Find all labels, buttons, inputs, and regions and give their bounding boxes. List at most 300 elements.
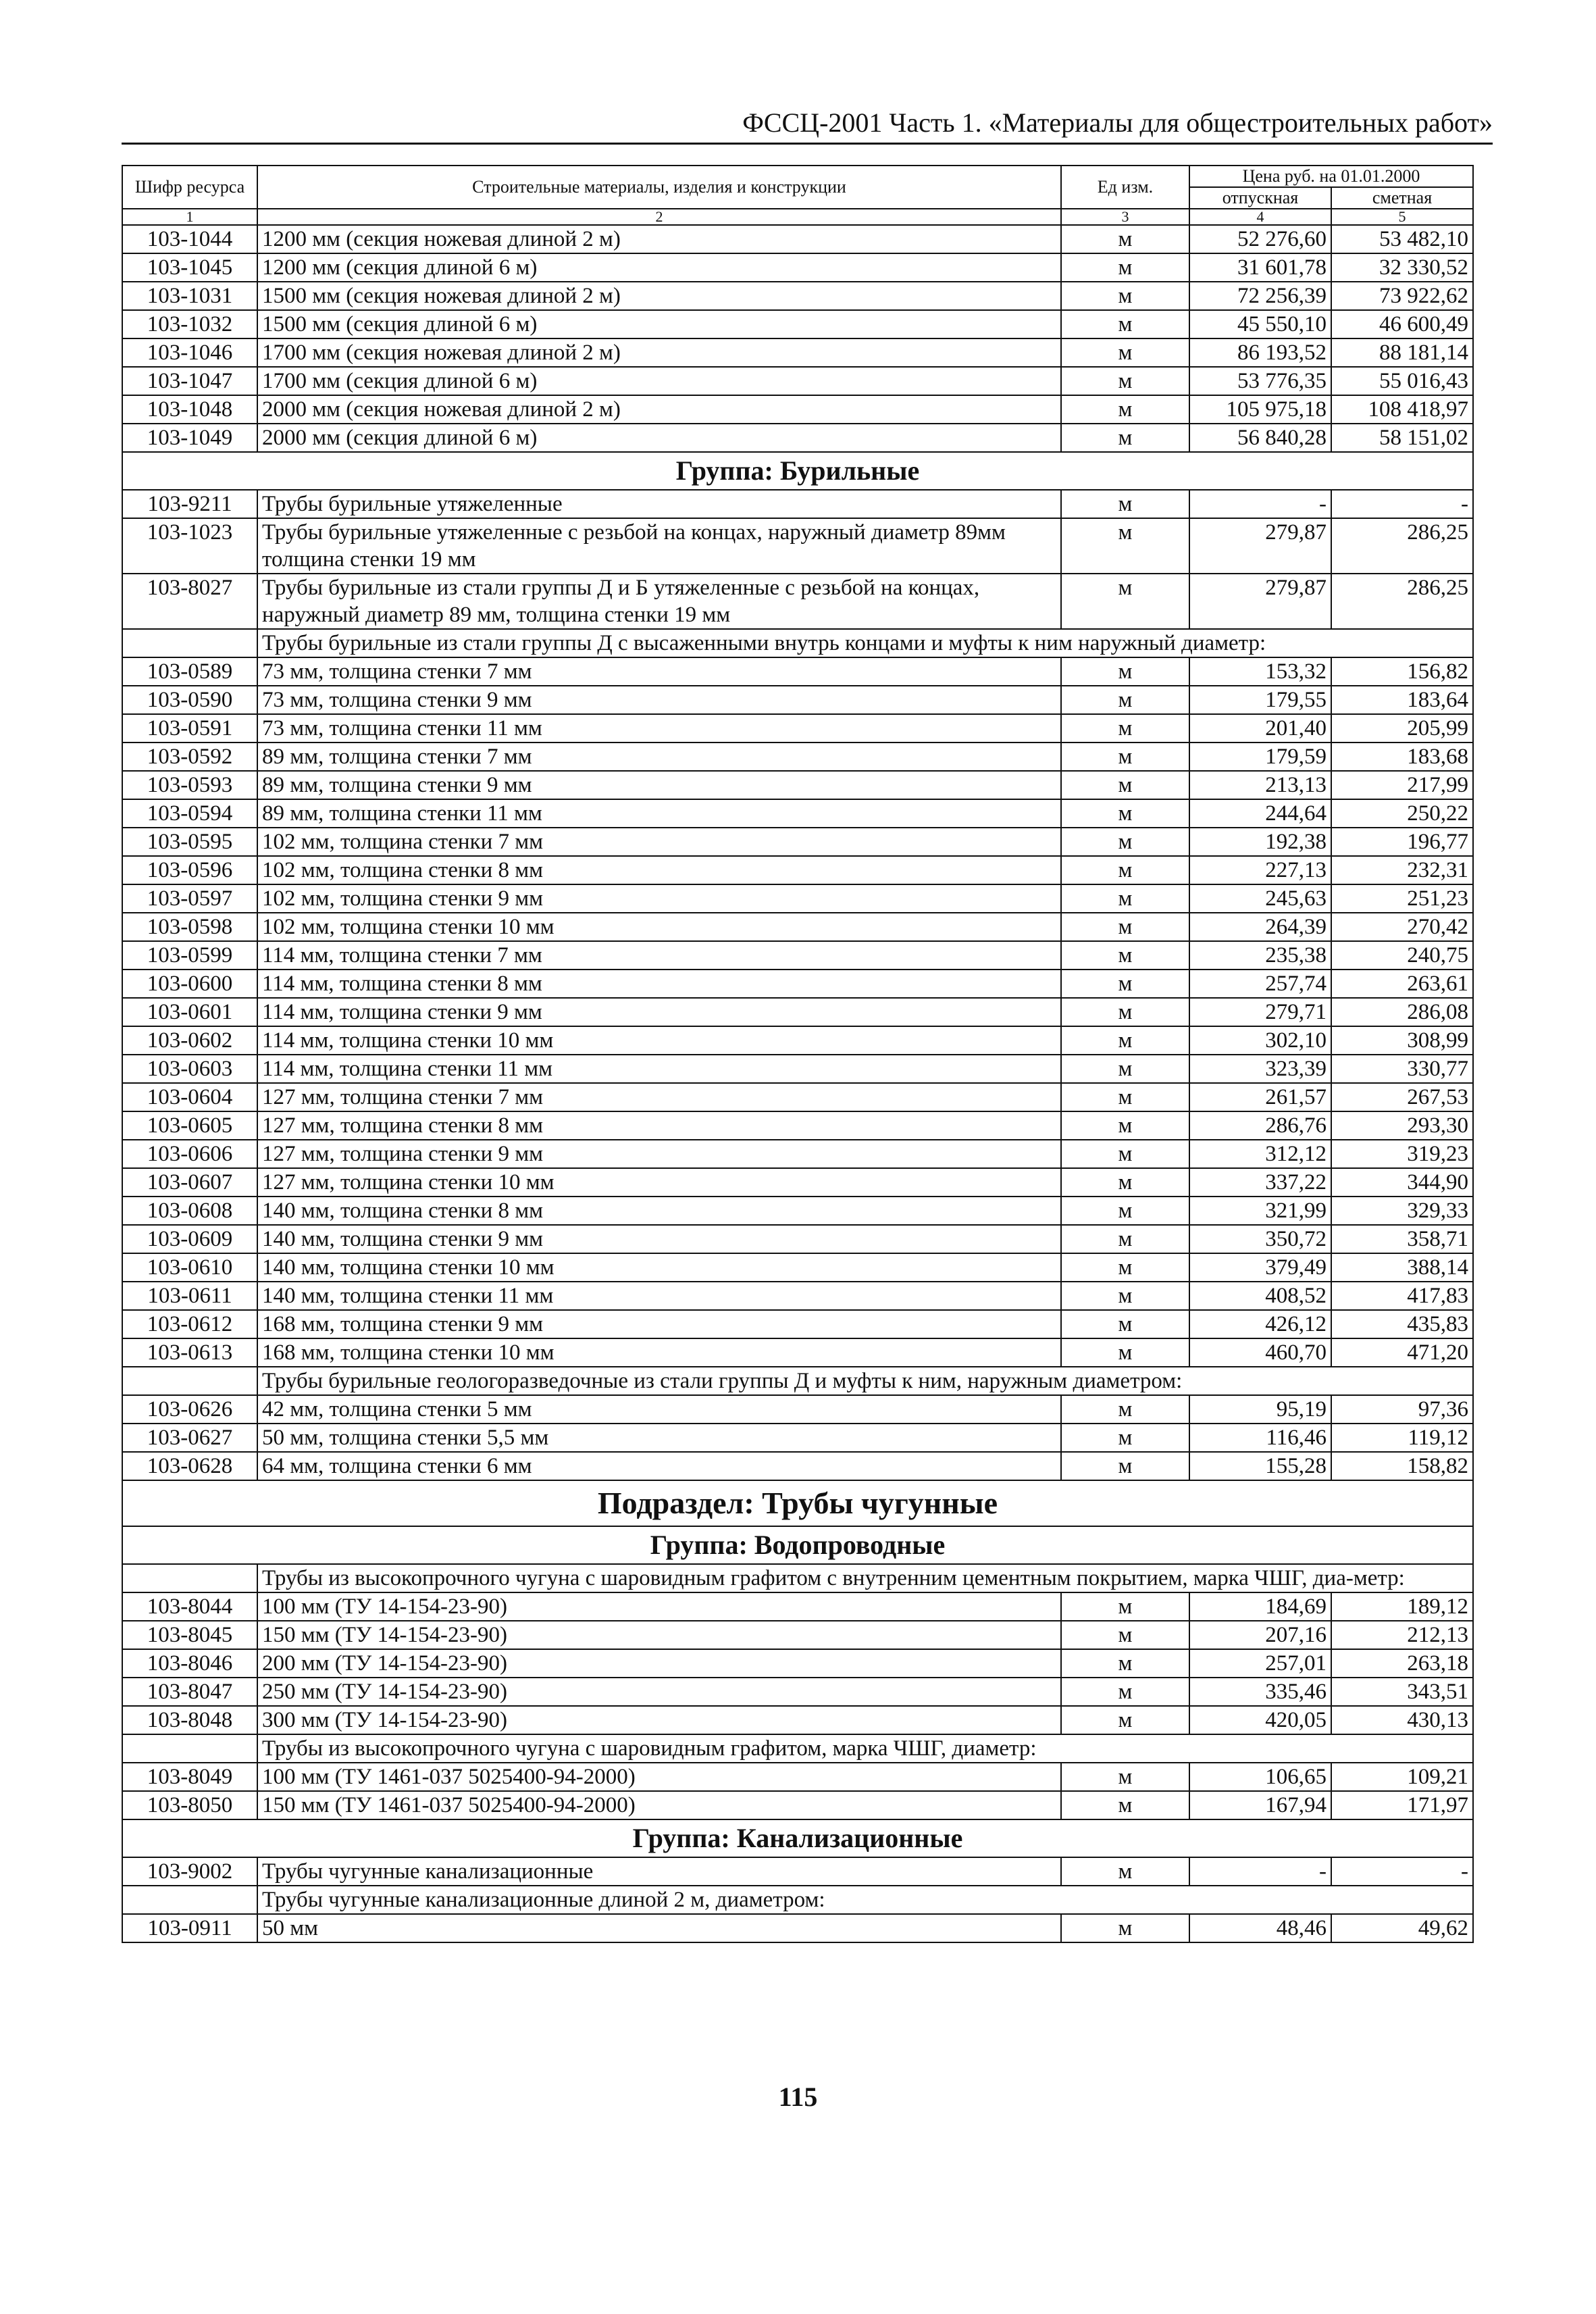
- table-row: [122, 884, 1473, 913]
- rows-c: [122, 657, 1473, 1367]
- estimate-price: 88 181,14: [1331, 338, 1473, 367]
- resource-code: 103-1031: [122, 282, 257, 310]
- material-name: 2000 мм (секция ножевая длиной 2 м): [257, 395, 1061, 424]
- estimate-price: 205,99: [1331, 714, 1473, 743]
- estimate-price: -: [1331, 1857, 1473, 1886]
- group-heading-sewer: Группа: Канализационные: [122, 1819, 1473, 1857]
- resource-code: 103-1044: [122, 225, 257, 253]
- col-header-release-price: отпускная: [1189, 187, 1331, 209]
- release-price: 201,40: [1189, 714, 1331, 743]
- table-row: [122, 518, 1473, 574]
- estimate-price: 171,97: [1331, 1791, 1473, 1819]
- material-name: 1700 мм (секция длиной 6 м): [257, 367, 1061, 395]
- page-number: 115: [778, 2082, 818, 2112]
- estimate-price: 417,83: [1331, 1282, 1473, 1310]
- unit-cell: м: [1061, 1140, 1189, 1168]
- material-name: 1200 мм (секция длиной 6 м): [257, 253, 1061, 282]
- release-price: 192,38: [1189, 828, 1331, 856]
- release-price: 426,12: [1189, 1310, 1331, 1338]
- material-name: 1200 мм (секция ножевая длиной 2 м): [257, 225, 1061, 253]
- release-price: 179,55: [1189, 686, 1331, 714]
- material-name: 1700 мм (секция ножевая длиной 2 м): [257, 338, 1061, 367]
- table-row: [122, 253, 1473, 282]
- material-name: 140 мм, толщина стенки 11 мм: [257, 1282, 1061, 1310]
- unit-cell: м: [1061, 998, 1189, 1026]
- unit-cell: м: [1061, 1452, 1189, 1480]
- estimate-price: 343,51: [1331, 1678, 1473, 1706]
- release-price: 257,01: [1189, 1649, 1331, 1678]
- table-row: [122, 367, 1473, 395]
- unit-cell: м: [1061, 1026, 1189, 1055]
- resource-code: 103-0595: [122, 828, 257, 856]
- unit-cell: м: [1061, 282, 1189, 310]
- table-row: [122, 970, 1473, 998]
- unit-cell: м: [1061, 1791, 1189, 1819]
- material-name: 1500 мм (секция ножевая длиной 2 м): [257, 282, 1061, 310]
- release-price: 408,52: [1189, 1282, 1331, 1310]
- table-row: [122, 686, 1473, 714]
- resource-code: 103-0612: [122, 1310, 257, 1338]
- release-price: 56 840,28: [1189, 424, 1331, 452]
- table-row: [122, 1649, 1473, 1678]
- material-name: 73 мм, толщина стенки 9 мм: [257, 686, 1061, 714]
- unit-cell: м: [1061, 225, 1189, 253]
- unit-cell: м: [1061, 743, 1189, 771]
- resource-code: 103-0608: [122, 1197, 257, 1225]
- table-row: [122, 574, 1473, 629]
- estimate-price: 49,62: [1331, 1914, 1473, 1942]
- estimate-price: 119,12: [1331, 1424, 1473, 1452]
- unit-cell: м: [1061, 338, 1189, 367]
- material-name: Трубы чугунные канализационные: [257, 1857, 1061, 1886]
- unit-cell: м: [1061, 574, 1189, 629]
- resource-code: 103-0591: [122, 714, 257, 743]
- unit-cell: м: [1061, 941, 1189, 970]
- unit-cell: м: [1061, 424, 1189, 452]
- material-name: Трубы бурильные утяжеленные с резьбой на концах, наружный диаметр 89мм толщина стенки 19 мм: [257, 518, 1061, 574]
- material-name: 300 мм (ТУ 14-154-23-90): [257, 1706, 1061, 1734]
- release-price: 279,87: [1189, 518, 1331, 574]
- release-price: 95,19: [1189, 1395, 1331, 1424]
- group-note: Трубы из высокопрочного чугуна с шаровидным графитом с внутренним цементным покрытием, марка ЧШГ, диа-метр:: [257, 1564, 1473, 1592]
- estimate-price: 55 016,43: [1331, 367, 1473, 395]
- material-name: Трубы бурильные утяжеленные: [257, 490, 1061, 518]
- resource-code: 103-0596: [122, 856, 257, 884]
- release-price: 460,70: [1189, 1338, 1331, 1367]
- table-row: [122, 282, 1473, 310]
- col-header-code: Шифр ресурса: [122, 166, 257, 209]
- material-name: 50 мм: [257, 1914, 1061, 1942]
- release-price: 227,13: [1189, 856, 1331, 884]
- resource-code: 103-9002: [122, 1857, 257, 1886]
- estimate-price: 270,42: [1331, 913, 1473, 941]
- unit-cell: м: [1061, 1621, 1189, 1649]
- table-row: [122, 1592, 1473, 1621]
- table-row: [122, 1140, 1473, 1168]
- resource-code: 103-0603: [122, 1055, 257, 1083]
- resource-code: 103-0589: [122, 657, 257, 686]
- resource-code: 103-0601: [122, 998, 257, 1026]
- table-row: [122, 1197, 1473, 1225]
- resource-code: 103-1032: [122, 310, 257, 338]
- unit-cell: м: [1061, 490, 1189, 518]
- release-price: 350,72: [1189, 1225, 1331, 1253]
- material-name: 100 мм (ТУ 14-154-23-90): [257, 1592, 1061, 1621]
- group-note: Трубы чугунные канализационные длиной 2 м, диаметром:: [257, 1886, 1473, 1914]
- release-price: 155,28: [1189, 1452, 1331, 1480]
- table-row: [122, 714, 1473, 743]
- release-price: 52 276,60: [1189, 225, 1331, 253]
- resource-code: 103-0607: [122, 1168, 257, 1197]
- unit-cell: м: [1061, 1763, 1189, 1791]
- release-price: 213,13: [1189, 771, 1331, 799]
- col-header-estimate-price: сметная: [1331, 187, 1473, 209]
- group-heading-water: Группа: Водопроводные: [122, 1526, 1473, 1564]
- group-note: Трубы из высокопрочного чугуна с шаровидным графитом, марка ЧШГ, диаметр:: [257, 1734, 1473, 1763]
- table-row: [122, 1706, 1473, 1734]
- table-row: [122, 1791, 1473, 1819]
- unit-cell: м: [1061, 1706, 1189, 1734]
- table-row: [122, 1026, 1473, 1055]
- material-name: Трубы бурильные из стали группы Д и Б утяжеленные с резьбой на концах, наружный диаметр 89 мм, толщина стенки 19 мм: [257, 574, 1061, 629]
- table-row: [122, 1111, 1473, 1140]
- release-price: 279,71: [1189, 998, 1331, 1026]
- rows-g: [122, 1857, 1473, 1886]
- rows-e: [122, 1592, 1473, 1734]
- unit-cell: м: [1061, 1111, 1189, 1140]
- subsection-heading: Подраздел: Трубы чугунные: [122, 1480, 1473, 1526]
- table-row: [122, 1914, 1473, 1942]
- table-row: [122, 395, 1473, 424]
- resource-code: 103-0610: [122, 1253, 257, 1282]
- release-price: 106,65: [1189, 1763, 1331, 1791]
- material-name: 114 мм, толщина стенки 11 мм: [257, 1055, 1061, 1083]
- unit-cell: м: [1061, 1395, 1189, 1424]
- estimate-price: 53 482,10: [1331, 225, 1473, 253]
- material-name: 250 мм (ТУ 14-154-23-90): [257, 1678, 1061, 1706]
- price-table-sheet: [122, 165, 1472, 1943]
- table-row: [122, 771, 1473, 799]
- material-name: 114 мм, толщина стенки 8 мм: [257, 970, 1061, 998]
- estimate-price: -: [1331, 490, 1473, 518]
- estimate-price: 240,75: [1331, 941, 1473, 970]
- unit-cell: м: [1061, 253, 1189, 282]
- release-price: 335,46: [1189, 1678, 1331, 1706]
- unit-cell: м: [1061, 1649, 1189, 1678]
- material-name: 102 мм, толщина стенки 10 мм: [257, 913, 1061, 941]
- group-note: Трубы бурильные геологоразведочные из стали группы Д и муфты к ним, наружным диаметром:: [257, 1367, 1473, 1395]
- estimate-price: 435,83: [1331, 1310, 1473, 1338]
- table-row: [122, 856, 1473, 884]
- col-header-price: Цена руб. на 01.01.2000: [1189, 166, 1473, 187]
- unit-cell: м: [1061, 884, 1189, 913]
- unit-cell: м: [1061, 310, 1189, 338]
- unit-cell: м: [1061, 367, 1189, 395]
- unit-cell: м: [1061, 1592, 1189, 1621]
- table-row: [122, 941, 1473, 970]
- unit-cell: м: [1061, 1197, 1189, 1225]
- rows-b: [122, 490, 1473, 629]
- unit-cell: м: [1061, 856, 1189, 884]
- release-price: 279,87: [1189, 574, 1331, 629]
- material-name: 114 мм, толщина стенки 7 мм: [257, 941, 1061, 970]
- table-row: [122, 225, 1473, 253]
- rows-d: [122, 1395, 1473, 1480]
- table-row: [122, 1253, 1473, 1282]
- resource-code: 103-0611: [122, 1282, 257, 1310]
- resource-code: 103-0613: [122, 1338, 257, 1367]
- estimate-price: 286,25: [1331, 518, 1473, 574]
- estimate-price: 97,36: [1331, 1395, 1473, 1424]
- rows-f: [122, 1763, 1473, 1819]
- table-row: [122, 1338, 1473, 1367]
- release-price: 257,74: [1189, 970, 1331, 998]
- resource-code: 103-0609: [122, 1225, 257, 1253]
- release-price: 184,69: [1189, 1592, 1331, 1621]
- estimate-price: 183,68: [1331, 743, 1473, 771]
- resource-code: 103-0605: [122, 1111, 257, 1140]
- material-name: 150 мм (ТУ 14-154-23-90): [257, 1621, 1061, 1649]
- resource-code: 103-8049: [122, 1763, 257, 1791]
- table-row: [122, 490, 1473, 518]
- release-price: 207,16: [1189, 1621, 1331, 1649]
- table-row: [122, 424, 1473, 452]
- table-row: [122, 338, 1473, 367]
- estimate-price: 250,22: [1331, 799, 1473, 828]
- col-number: 3: [1061, 209, 1189, 225]
- resource-code: 103-0602: [122, 1026, 257, 1055]
- release-price: 302,10: [1189, 1026, 1331, 1055]
- estimate-price: 183,64: [1331, 686, 1473, 714]
- resource-code: 103-0594: [122, 799, 257, 828]
- material-name: 100 мм (ТУ 1461-037 5025400-94-2000): [257, 1763, 1061, 1791]
- estimate-price: 196,77: [1331, 828, 1473, 856]
- release-price: 45 550,10: [1189, 310, 1331, 338]
- unit-cell: м: [1061, 714, 1189, 743]
- resource-code: 103-8050: [122, 1791, 257, 1819]
- estimate-price: 212,13: [1331, 1621, 1473, 1649]
- table-row: [122, 913, 1473, 941]
- table-row: [122, 1452, 1473, 1480]
- estimate-price: 109,21: [1331, 1763, 1473, 1791]
- estimate-price: 217,99: [1331, 771, 1473, 799]
- unit-cell: м: [1061, 1338, 1189, 1367]
- material-name: 89 мм, толщина стенки 7 мм: [257, 743, 1061, 771]
- material-name: 140 мм, толщина стенки 10 мм: [257, 1253, 1061, 1282]
- material-name: 140 мм, толщина стенки 9 мм: [257, 1225, 1061, 1253]
- release-price: 153,32: [1189, 657, 1331, 686]
- material-name: 127 мм, толщина стенки 10 мм: [257, 1168, 1061, 1197]
- material-name: 114 мм, толщина стенки 9 мм: [257, 998, 1061, 1026]
- release-price: 244,64: [1189, 799, 1331, 828]
- unit-cell: м: [1061, 1083, 1189, 1111]
- table-row: [122, 1083, 1473, 1111]
- release-price: 264,39: [1189, 913, 1331, 941]
- estimate-price: 32 330,52: [1331, 253, 1473, 282]
- release-price: 72 256,39: [1189, 282, 1331, 310]
- price-table: [122, 165, 1474, 1943]
- unit-cell: м: [1061, 1310, 1189, 1338]
- table-row: [122, 1395, 1473, 1424]
- unit-cell: м: [1061, 1857, 1189, 1886]
- resource-code: 103-0628: [122, 1452, 257, 1480]
- resource-code: 103-0590: [122, 686, 257, 714]
- estimate-price: 330,77: [1331, 1055, 1473, 1083]
- table-row: [122, 828, 1473, 856]
- resource-code: 103-1048: [122, 395, 257, 424]
- material-name: 127 мм, толщина стенки 7 мм: [257, 1083, 1061, 1111]
- running-header: ФССЦ-2001 Часть 1. «Материалы для общестроительных работ»: [122, 107, 1493, 145]
- release-price: 261,57: [1189, 1083, 1331, 1111]
- release-price: 337,22: [1189, 1168, 1331, 1197]
- material-name: 150 мм (ТУ 1461-037 5025400-94-2000): [257, 1791, 1061, 1819]
- material-name: 1500 мм (секция длиной 6 м): [257, 310, 1061, 338]
- unit-cell: м: [1061, 970, 1189, 998]
- col-number: 1: [122, 209, 257, 225]
- release-price: 420,05: [1189, 1706, 1331, 1734]
- material-name: 102 мм, толщина стенки 9 мм: [257, 884, 1061, 913]
- resource-code: 103-1047: [122, 367, 257, 395]
- resource-code: 103-8046: [122, 1649, 257, 1678]
- estimate-price: 308,99: [1331, 1026, 1473, 1055]
- table-row: [122, 1225, 1473, 1253]
- table-row: [122, 799, 1473, 828]
- resource-code: 103-0911: [122, 1914, 257, 1942]
- release-price: 86 193,52: [1189, 338, 1331, 367]
- material-name: 73 мм, толщина стенки 7 мм: [257, 657, 1061, 686]
- resource-code: 103-8047: [122, 1678, 257, 1706]
- group-heading-drill: Группа: Бурильные: [122, 452, 1473, 490]
- estimate-price: 286,25: [1331, 574, 1473, 629]
- col-header-name: Строительные материалы, изделия и конструкции: [257, 166, 1061, 209]
- material-name: 168 мм, толщина стенки 10 мм: [257, 1338, 1061, 1367]
- resource-code: 103-1045: [122, 253, 257, 282]
- resource-code: 103-0627: [122, 1424, 257, 1452]
- table-row: [122, 1168, 1473, 1197]
- estimate-price: 430,13: [1331, 1706, 1473, 1734]
- release-price: -: [1189, 490, 1331, 518]
- release-price: 235,38: [1189, 941, 1331, 970]
- table-row: [122, 1763, 1473, 1791]
- unit-cell: м: [1061, 771, 1189, 799]
- estimate-price: 108 418,97: [1331, 395, 1473, 424]
- unit-cell: м: [1061, 657, 1189, 686]
- estimate-price: 358,71: [1331, 1225, 1473, 1253]
- resource-code: 103-8044: [122, 1592, 257, 1621]
- unit-cell: м: [1061, 518, 1189, 574]
- col-number: 4: [1189, 209, 1331, 225]
- estimate-price: 58 151,02: [1331, 424, 1473, 452]
- release-price: 167,94: [1189, 1791, 1331, 1819]
- resource-code: 103-9211: [122, 490, 257, 518]
- resource-code: 103-8027: [122, 574, 257, 629]
- resource-code: 103-0599: [122, 941, 257, 970]
- unit-cell: м: [1061, 1055, 1189, 1083]
- material-name: 114 мм, толщина стенки 10 мм: [257, 1026, 1061, 1055]
- material-name: 127 мм, толщина стенки 8 мм: [257, 1111, 1061, 1140]
- resource-code: 103-0626: [122, 1395, 257, 1424]
- table-row: [122, 657, 1473, 686]
- resource-code: 103-1046: [122, 338, 257, 367]
- rows-h: [122, 1914, 1473, 1942]
- estimate-price: 232,31: [1331, 856, 1473, 884]
- resource-code: 103-0597: [122, 884, 257, 913]
- col-number: 5: [1331, 209, 1473, 225]
- estimate-price: 267,53: [1331, 1083, 1473, 1111]
- release-price: 312,12: [1189, 1140, 1331, 1168]
- group-note: Трубы бурильные из стали группы Д с высаженными внутрь концами и муфты к ним наружный диаметр:: [257, 629, 1473, 657]
- table-row: [122, 1424, 1473, 1452]
- unit-cell: м: [1061, 1424, 1189, 1452]
- resource-code: 103-0604: [122, 1083, 257, 1111]
- unit-cell: м: [1061, 1914, 1189, 1942]
- material-name: 200 мм (ТУ 14-154-23-90): [257, 1649, 1061, 1678]
- material-name: 50 мм, толщина стенки 5,5 мм: [257, 1424, 1061, 1452]
- estimate-price: 263,61: [1331, 970, 1473, 998]
- material-name: 89 мм, толщина стенки 11 мм: [257, 799, 1061, 828]
- table-row: [122, 1678, 1473, 1706]
- release-price: 48,46: [1189, 1914, 1331, 1942]
- resource-code: 103-0592: [122, 743, 257, 771]
- resource-code: 103-1049: [122, 424, 257, 452]
- unit-cell: м: [1061, 1253, 1189, 1282]
- table-row: [122, 998, 1473, 1026]
- unit-cell: м: [1061, 1168, 1189, 1197]
- material-name: 2000 мм (секция длиной 6 м): [257, 424, 1061, 452]
- estimate-price: 156,82: [1331, 657, 1473, 686]
- col-header-unit: Ед изм.: [1061, 166, 1189, 209]
- table-row: [122, 1621, 1473, 1649]
- estimate-price: 286,08: [1331, 998, 1473, 1026]
- resource-code: 103-8048: [122, 1706, 257, 1734]
- unit-cell: м: [1061, 913, 1189, 941]
- resource-code: 103-8045: [122, 1621, 257, 1649]
- table-row: [122, 1055, 1473, 1083]
- release-price: -: [1189, 1857, 1331, 1886]
- estimate-price: 158,82: [1331, 1452, 1473, 1480]
- material-name: 168 мм, толщина стенки 9 мм: [257, 1310, 1061, 1338]
- unit-cell: м: [1061, 395, 1189, 424]
- release-price: 105 975,18: [1189, 395, 1331, 424]
- unit-cell: м: [1061, 1225, 1189, 1253]
- release-price: 179,59: [1189, 743, 1331, 771]
- estimate-price: 319,23: [1331, 1140, 1473, 1168]
- resource-code: 103-0598: [122, 913, 257, 941]
- resource-code: 103-1023: [122, 518, 257, 574]
- resource-code: 103-0606: [122, 1140, 257, 1168]
- material-name: 140 мм, толщина стенки 8 мм: [257, 1197, 1061, 1225]
- release-price: 245,63: [1189, 884, 1331, 913]
- estimate-price: 471,20: [1331, 1338, 1473, 1367]
- material-name: 102 мм, толщина стенки 7 мм: [257, 828, 1061, 856]
- resource-code: 103-0600: [122, 970, 257, 998]
- release-price: 286,76: [1189, 1111, 1331, 1140]
- estimate-price: 263,18: [1331, 1649, 1473, 1678]
- table-row: [122, 743, 1473, 771]
- unit-cell: м: [1061, 828, 1189, 856]
- material-name: 127 мм, толщина стенки 9 мм: [257, 1140, 1061, 1168]
- table-row: [122, 1310, 1473, 1338]
- resource-code: 103-0593: [122, 771, 257, 799]
- release-price: 321,99: [1189, 1197, 1331, 1225]
- table-row: [122, 1282, 1473, 1310]
- material-name: 64 мм, толщина стенки 6 мм: [257, 1452, 1061, 1480]
- material-name: 102 мм, толщина стенки 8 мм: [257, 856, 1061, 884]
- estimate-price: 46 600,49: [1331, 310, 1473, 338]
- estimate-price: 388,14: [1331, 1253, 1473, 1282]
- unit-cell: м: [1061, 686, 1189, 714]
- release-price: 379,49: [1189, 1253, 1331, 1282]
